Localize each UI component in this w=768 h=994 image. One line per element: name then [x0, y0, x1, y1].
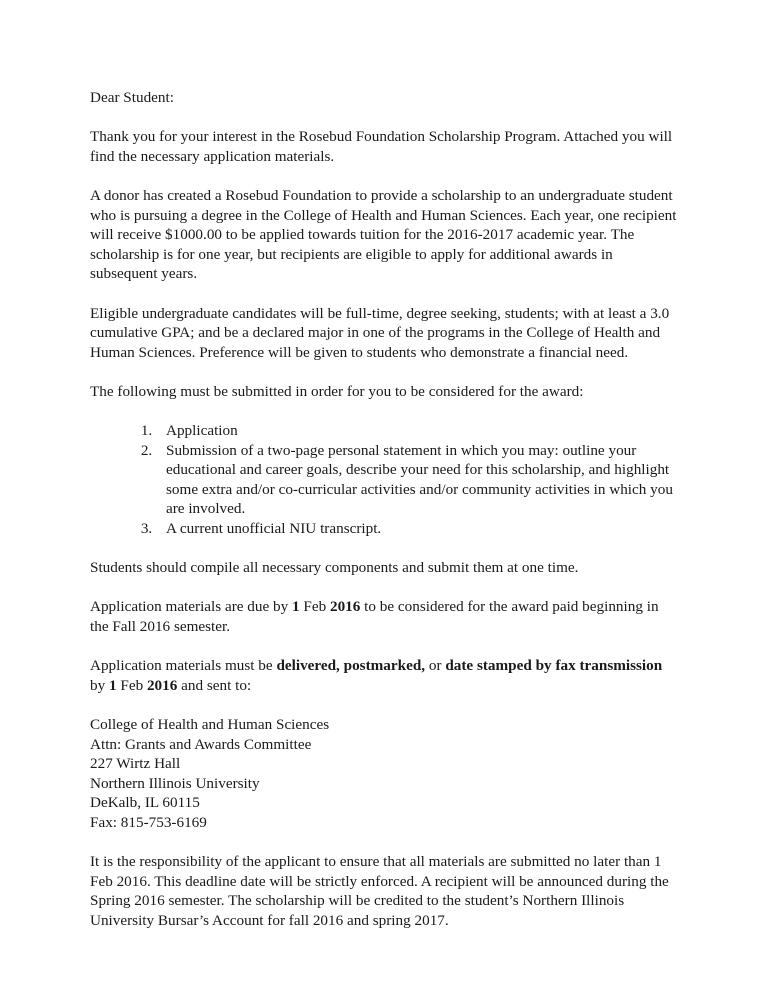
paragraph-deadline: [90, 597, 678, 636]
submission-bold-methods-second: date stamped by fax transmission: [445, 657, 663, 675]
address-line-university: Northern Illinois University: [90, 774, 260, 792]
deadline-month: Feb: [299, 598, 330, 616]
letter-body: [90, 88, 678, 931]
paragraph-submission-methods: [90, 656, 678, 695]
submission-bold-methods-first: delivered, postmarked,: [276, 657, 426, 675]
address-line-college: College of Health and Human Sciences: [90, 716, 330, 733]
address-line-attn: Attn: Grants and Awards Committee: [90, 735, 312, 753]
list-item: 2. Submission of a two-page personal statement in which you may: outline your educational and career goals, describe your need for this scholarship, and highlight some extra and/or co-curricular activities and/or community activities in which you are involved.: [156, 441, 678, 519]
submission-month: Feb: [116, 676, 147, 694]
address-line-fax: Fax: 815-753-6169: [90, 813, 207, 831]
list-item: 3. A current unofficial NIU transcript.: [156, 519, 678, 539]
deadline-text-part1: Application materials are due by: [90, 598, 293, 616]
paragraph-applicant-responsibility: It is the responsibility of the applicant to ensure that all materials are submitted no later than 1 Feb 2016. This deadline date will be strictly enforced. A recipient will be announced during the Spring 2016 semester. The scholarship will be credited to the student’s Northern Illinois University Bursar’s Account for fall 2016 and spring 2017.: [90, 853, 669, 929]
paragraph-compile-components: Students should compile all necessary components and submit them at one time.: [90, 559, 579, 577]
submission-bold-year: 2016: [146, 676, 178, 694]
deadline-bold-year: 2016: [329, 598, 361, 616]
submission-connector: or: [425, 657, 446, 675]
paragraph-donor-description: A donor has created a Rosebud Foundation to provide a scholarship to an undergraduate student who is pursuing a degree in the College of Health and Human Sciences. Each year, one recipient will receive $1000.00 to be applied towards tuition for the 2016-2017 academic year. The scholarship is for one year, but recipients are eligible to apply for additional awards in subsequent years.: [90, 186, 677, 283]
paragraph-intro: Thank you for your interest in the Rosebud Foundation Scholarship Program. Attached you will find the necessary application materials.: [90, 128, 673, 165]
submission-text-part3: and sent to:: [177, 676, 252, 694]
address-line-city-state-zip: DeKalb, IL 60115: [90, 794, 200, 812]
deadline-bold-day: 1: [292, 598, 300, 616]
list-item: 1. Application: [156, 421, 678, 441]
submission-bold-day: 1: [108, 676, 117, 694]
paragraph-eligibility: Eligible undergraduate candidates will be full-time, degree seeking, students; with at least a 3.0 cumulative GPA; and be a declared major in one of the programs in the College of Health and Human Sciences. Preference will be given to students who demonstrate a financial need.: [90, 304, 670, 361]
deadline-text-part2: to be considered for the award paid beginning in the Fall 2016 semester.: [90, 598, 659, 636]
submission-text-part1: Application materials must be: [90, 657, 277, 675]
requirements-list: [90, 421, 678, 539]
salutation: Dear Student:: [90, 89, 174, 106]
submission-text-part2: by: [90, 676, 109, 694]
mailing-address-block: [90, 715, 678, 833]
paragraph-requirements-lead: The following must be submitted in order for you to be considered for the award:: [90, 382, 584, 400]
address-line-street: 227 Wirtz Hall: [90, 755, 181, 773]
